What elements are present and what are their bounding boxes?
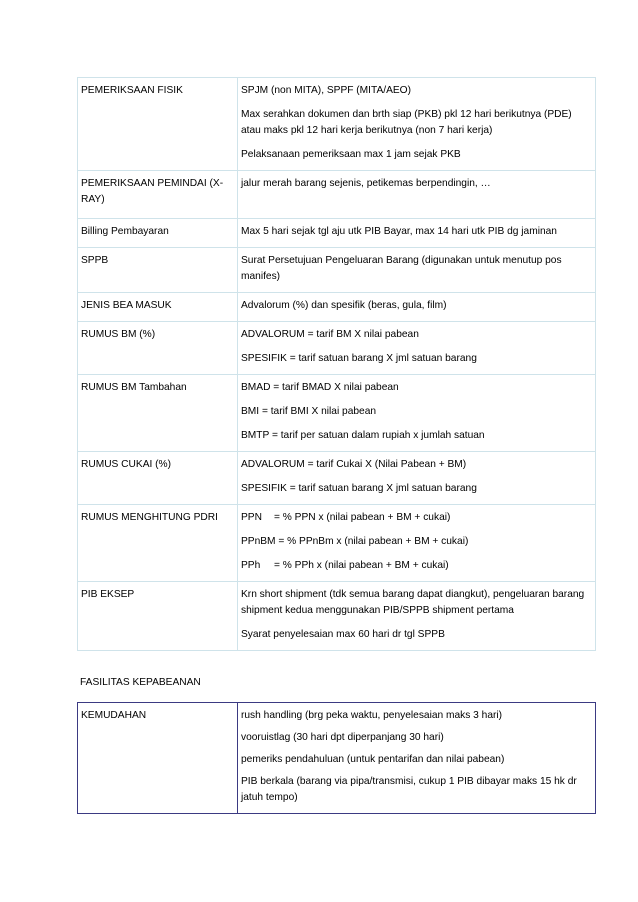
row-content [238,582,596,651]
row-content [238,375,596,452]
row-label: RUMUS CUKAI (%) [78,452,238,505]
row-content [238,322,596,375]
row-label: SPPB [78,248,238,293]
table-row [78,219,596,248]
table-row [78,375,596,452]
content-line: Advalorum (%) dan spesifik (beras, gula, film) [241,300,447,311]
pdri-line: PPnBM = % PPnBm x (nilai pabean + BM + cukai) [241,536,469,547]
content-line: pemeriks pendahuluan (untuk pentarifan dan nilai pabean) [241,754,505,765]
row-content [238,293,596,322]
row-label: Billing Pembayaran [78,219,238,248]
content-line: BMAD = tarif BMAD X nilai pabean [241,382,399,393]
facility-table [77,702,596,814]
row-label: PEMERIKSAAN FISIK [78,78,238,171]
table-row [78,293,596,322]
table-row [78,703,596,814]
table-row [78,171,596,219]
row-content [238,248,596,293]
content-line: PIB berkala (barang via pipa/transmisi, cukup 1 PIB dibayar maks 15 hk dr jatuh tempo) [241,776,577,803]
content-line: vooruistlag (30 hari dpt diperpanjang 30 hari) [241,732,444,743]
row-label: RUMUS BM Tambahan [78,375,238,452]
row-label: KEMUDAHAN [81,710,147,721]
pdri-formula: = % PPh x (nilai pabean + BM + cukai) [274,560,449,571]
row-label: PIB EKSEP [78,582,238,651]
customs-procedure-table [77,77,596,651]
content-line: ADVALORUM = tarif BM X nilai pabean [241,329,419,340]
content-line: SPESIFIK = tarif satuan barang X jml satuan barang [241,353,477,364]
table-row [78,452,596,505]
pdri-line [241,558,592,574]
content-line: BMI = tarif BMI X nilai pabean [241,406,377,417]
table-row [78,248,596,293]
table-row [78,582,596,651]
table-row [78,505,596,582]
content-line: Pelaksanaan pemeriksaan max 1 jam sejak PKB [241,149,461,160]
row-label: JENIS BEA MASUK [78,293,238,322]
section-title: FASILITAS KEPABEANAN [80,677,201,688]
row-content [238,171,596,219]
pdri-key: PPh [241,560,261,571]
row-content [238,219,596,248]
row-content [238,452,596,505]
pdri-formula: = % PPN x (nilai pabean + BM + cukai) [274,512,451,523]
content-line: SPJM (non MITA), SPPF (MITA/AEO) [241,85,411,96]
content-line: Syarat penyelesaian max 60 hari dr tgl SPPB [241,629,445,640]
content-line: rush handling (brg peka waktu, penyelesaian maks 3 hari) [241,710,503,721]
pdri-key: PPN [241,512,262,523]
row-label: RUMUS BM (%) [78,322,238,375]
content-line: Krn short shipment (tdk semua barang dapat diangkut), pengeluaran barang shipment kedua menggunakan PIB/SPPB shipment pertama [241,589,585,616]
content-line: SPESIFIK = tarif satuan barang X jml satuan barang [241,483,477,494]
content-line: jalur merah barang sejenis, petikemas berpendingin, … [241,178,491,189]
row-label: RUMUS MENGHITUNG PDRI [78,505,238,582]
row-content [238,505,596,582]
pdri-line [241,510,592,526]
content-line: BMTP = tarif per satuan dalam rupiah x jumlah satuan [241,430,485,441]
table-row [78,322,596,375]
row-label: PEMERIKSAAN PEMINDAI (X-RAY) [78,171,238,219]
content-line: Max 5 hari sejak tgl aju utk PIB Bayar, max 14 hari utk PIB dg jaminan [241,226,557,237]
content-line: Max serahkan dokumen dan brth siap (PKB) pkl 12 hari berikutnya (PDE) atau maks pkl 12 hari kerja berikutnya (non 7 hari kerja) [241,109,572,136]
content-line: Surat Persetujuan Pengeluaran Barang (digunakan untuk menutup pos manifes) [241,255,562,282]
row-content [238,78,596,171]
content-line: ADVALORUM = tarif Cukai X (Nilai Pabean + BM) [241,459,467,470]
row-content [238,703,596,814]
table-row [78,78,596,171]
